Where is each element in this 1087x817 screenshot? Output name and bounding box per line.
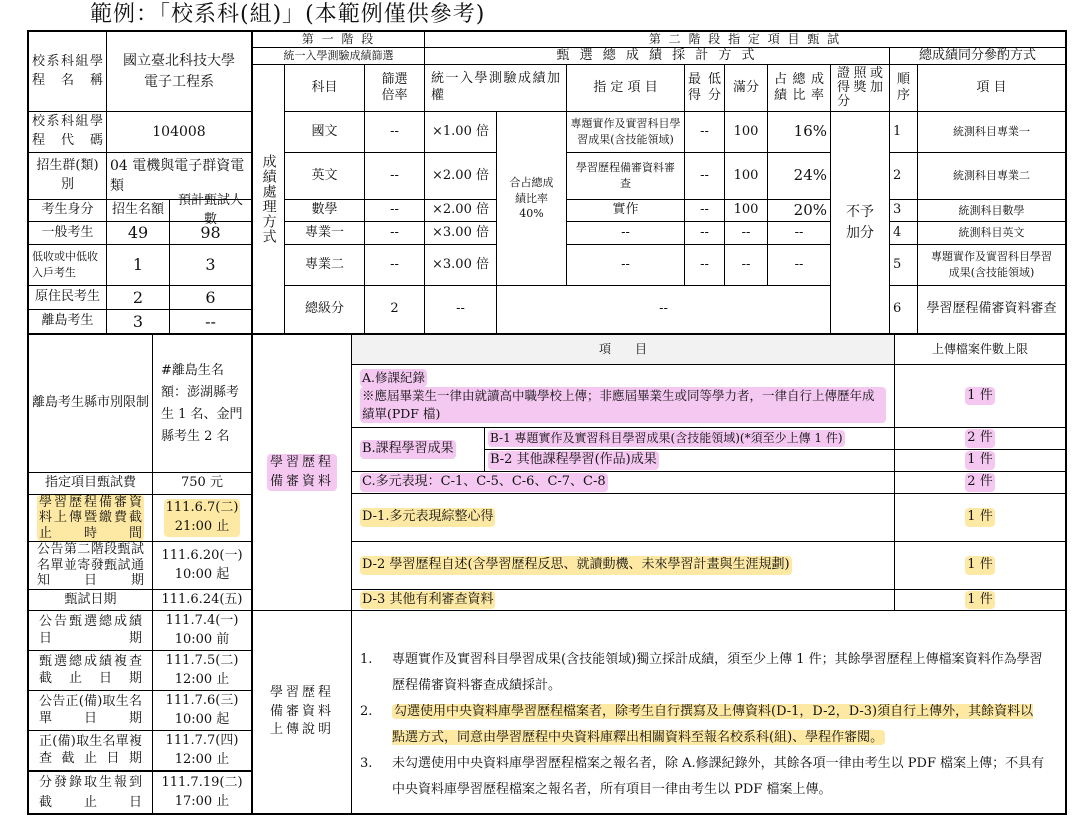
group-value: 04 電機與電子群資電類 [107,153,253,200]
quota-value: 3 [107,310,170,335]
limit-cell [895,542,1067,590]
full-header: 滿分 [725,65,768,112]
schedule-label: 分發錄取生報到截止日 [29,772,153,815]
subject-cell: 英文 [285,153,365,200]
b1-text: B-1 專題實作及實習科目學習成果(含技能領域)(*須至少上傳 1 件) [488,430,845,447]
schedule-value: 111.7.6(三) 10:00 起 [153,691,253,731]
island-value: #離島生名額：澎湖縣考生 1 名、金門縣考生 2 名 [153,335,253,473]
identity-row-label: 低收或中低收入戶考生 [29,245,107,286]
exam-count-label: 預計甄試人數 [170,200,253,222]
weight-cell: ×1.00 倍 [425,112,497,153]
limit-cell [895,428,1067,450]
weight-cell: ×3.00 倍 [425,245,497,286]
tie-order: 1 [890,112,918,153]
quota-value: 2 [107,286,170,310]
page-title: 範例：「校系科(組)」(本範例僅供參考) [90,2,486,27]
schedule-label [29,495,153,542]
note-item [360,699,1045,751]
schedule-label: 甄選總成績複查截止日期 [29,651,153,691]
pct-header: 占總成績比率 [768,65,831,112]
schedule-label-text: 學習歷程備審資料上傳暨繳費截止時間 [39,494,142,541]
quota-value: 49 [107,222,170,245]
count-value: 3 [170,245,253,286]
pct-cell: -- [768,245,831,286]
full-cell: -- [725,245,768,286]
portfolio-a [352,365,895,428]
code-label: 校系科組學程代碼 [29,112,107,153]
limit-cell [895,450,1067,472]
tie-order: 6 [890,286,918,335]
bonus-cell: 不予加分 [831,112,890,335]
identity-label: 考生身分 [29,200,107,222]
min-header: 最低得分 [685,65,725,112]
identity-row-label: 原住民考生 [29,286,107,310]
min-cell: -- [685,222,725,245]
schedule-label: 公告第二階段甄試名單並寄發甄試通知日期 [29,542,153,590]
weight-header: 統一入學測驗成績加權 [425,65,567,112]
portfolio-c [352,472,895,494]
d3-text: D-3 其他有利審查資料 [360,591,495,610]
portfolio-d1 [352,494,895,542]
ratio-cell: -- [365,222,425,245]
portfolio-d3 [352,590,895,611]
schedule-value: 111.7.19(二) 17:00 止 [153,772,253,815]
group-label: 招生群(類)別 [29,153,107,200]
identity-row-label: 離島考生 [29,310,107,335]
full-cell: 100 [725,112,768,153]
a-title: A.修課紀錄 [360,369,427,387]
note-text: 勾選使用中央資料庫學習歷程檔案者，除考生自行撰寫及上傳資料(D-1，D-2，D-3)須自行上傳外，其餘資料以點選方式，同意由學習歷程中央資料庫釋出相關資料至報名校系科(組)、學程作審閱。 [392,704,1034,745]
ratio-cell: -- [365,200,425,222]
upload-label: 學習歷程備審資料上傳說明 [253,611,352,815]
note-number: 2. [360,704,373,719]
limit-cell [895,472,1067,494]
limit-text: 1 件 [965,451,994,470]
min-cell: -- [685,245,725,286]
ratio-cell: 2 [365,286,425,335]
dept-name: 電子工程系 [144,73,214,90]
stage1-title: 第 一 階 段 [253,32,425,48]
subject-cell: 專業一 [285,222,365,245]
stage2-title: 第 二 階 段 指 定 項 目 甄 試 [425,32,1067,48]
ratio-cell: -- [365,112,425,153]
weight-cell: -- [425,286,497,335]
min-cell: -- [685,112,725,153]
school-name: 國立臺北科技大學 [123,53,235,70]
item-cell: -- [497,286,831,335]
min-cell: -- [685,153,725,200]
limit-text: 1 件 [965,387,994,406]
item-cell: -- [567,222,685,245]
schedule-value: 750 元 [153,473,253,495]
tie-item: 統測科目專業二 [918,153,1067,200]
schedule-value: 111.6.24(五) [153,590,253,611]
bonus-header: 證照或得獎加分 [831,65,890,112]
name-value [107,32,253,112]
schedule-value: 111.7.7(四) 12:00 止 [153,731,253,772]
tie-item: 學習歷程備審資料審查 [918,286,1067,335]
count-value: 6 [170,286,253,310]
item-cell: 專題實作及實習科目學習成果(含技能領域) [567,112,685,153]
identity-row-label: 一般考生 [29,222,107,245]
tie-item: 專題實作及實習科目學習成果(含技能領域) [918,245,1067,286]
tie-title: 總成績同分參酌方式 [890,48,1067,65]
item-header: 指 定 項 目 [567,65,685,112]
full-cell: -- [725,222,768,245]
schedule-value: 111.7.5(二) 12:00 止 [153,651,253,691]
b2-text: B-2 其他課程學習(作品)成果 [488,451,659,470]
quota-value: 1 [107,245,170,286]
count-value: 98 [170,222,253,245]
method-title: 甄 選 總 成 績 採 計 方 式 [425,48,890,65]
portfolio-b [352,428,485,472]
portfolio-item-header: 項 目 [352,335,895,365]
tie-item-header: 項 目 [918,65,1067,112]
tie-order: 2 [890,153,918,200]
schedule-value: 111.6.20(一) 10:00 起 [153,542,253,590]
subject-cell: 數學 [285,200,365,222]
d2-text: D-2 學習歷程自述(含學習歷程反思、就讀動機、未來學習計畫與生涯規劃) [360,556,792,575]
weight-cell: ×3.00 倍 [425,222,497,245]
limit-text: 2 件 [965,429,994,448]
c-text: C.多元表現：C-1、C-5、C-6、C-7、C-8 [360,473,608,492]
min-cell: -- [685,200,725,222]
pct-cell: 16% [768,112,831,153]
weight-cell: ×2.00 倍 [425,200,497,222]
island-label: 離島考生縣市別限制 [29,335,153,473]
item-cell: -- [567,245,685,286]
note-item [360,751,1045,803]
schedule-label: 甄試日期 [29,590,153,611]
tie-order: 4 [890,222,918,245]
limit-text: 1 件 [965,508,994,527]
d1-text: D-1.多元表現綜整心得 [360,508,495,527]
limit-cell [895,590,1067,611]
schedule-value-text: 111.6.7(二) 21:00 止 [164,499,241,537]
schedule-label: 公告正(備)取生名單日期 [29,691,153,731]
stage1-subtitle: 統一入學測驗成績篩選 [253,48,425,65]
subject-cell: 國文 [285,112,365,153]
schedule-value: 111.7.4(一) 10:00 前 [153,611,253,651]
note-text: 未勾選使用中央資料庫學習歷程檔案之報名者，除 A.修課紀錄外，其餘各項一律由考生以 PDF 檔案上傳；不具有中央資料庫學習歷程檔案之報名者，所有項目一律由考生以 PDF 檔案上傳。 [392,756,1045,797]
ratio-header: 篩選倍率 [365,65,425,112]
item-cell: 學習歷程備審資料審查 [567,153,685,200]
subject-header: 科目 [285,65,365,112]
limit-cell [895,365,1067,428]
note-number: 3. [360,756,373,771]
name-label: 校系科組學程名稱 [29,32,107,112]
item-cell: 實作 [567,200,685,222]
portfolio-limit-header: 上傳檔案件數上限 [895,335,1067,365]
method-label-text: 成績處理方式 [260,154,277,244]
tie-item: 統測科目數學 [918,200,1067,222]
count-value: -- [170,310,253,335]
quota-label: 招生名額 [107,200,170,222]
a-note: ※應屆畢業生一律由就讀高中職學校上傳；非應屆畢業生或同等學力者，一律自行上傳歷年成績單(PDF 檔) [360,387,886,423]
subject-cell: 總級分 [285,286,365,335]
portfolio-d2 [352,542,895,590]
limit-cell [895,494,1067,542]
method-label [253,65,285,335]
portfolio-label-text: 學習歷程備審資料 [267,454,337,492]
code-value: 104008 [107,112,253,153]
schedule-value [153,495,253,542]
limit-text: 1 件 [965,591,994,610]
schedule-label: 正(備)取生名單複查截止日期 [29,731,153,772]
limit-text: 1 件 [965,556,994,575]
note-text: 專題實作及實習科目學習成果(含技能領域)獨立採計成績，須至少上傳 1 件；其餘學習歷程上傳檔案資料作為學習歷程備審資料審查成績採計。 [392,652,1043,693]
upload-notes [352,611,1067,815]
b-title: B.課程學習成果 [360,440,456,459]
portfolio-b2 [485,450,895,472]
note-item [360,647,1045,699]
portfolio-b1 [485,428,895,450]
note-number: 1. [360,652,373,667]
ratio-cell: -- [365,153,425,200]
full-cell: 100 [725,153,768,200]
weight-cell: ×2.00 倍 [425,153,497,200]
schedule-label: 指定項目甄試費 [29,473,153,495]
tie-item: 統測科目專業一 [918,112,1067,153]
order-header: 順序 [890,65,918,112]
portfolio-label [253,335,352,611]
schedule-label: 公告甄選總成績日期 [29,611,153,651]
pct-cell: 20% [768,200,831,222]
combined-ratio: 合占總成績比率40% [497,112,567,286]
pct-cell: -- [768,222,831,245]
limit-text: 2 件 [965,473,994,492]
ratio-cell: -- [365,245,425,286]
subject-cell: 專業二 [285,245,365,286]
pct-cell: 24% [768,153,831,200]
tie-item: 統測科目英文 [918,222,1067,245]
full-cell: 100 [725,200,768,222]
tie-order: 3 [890,200,918,222]
tie-order: 5 [890,245,918,286]
